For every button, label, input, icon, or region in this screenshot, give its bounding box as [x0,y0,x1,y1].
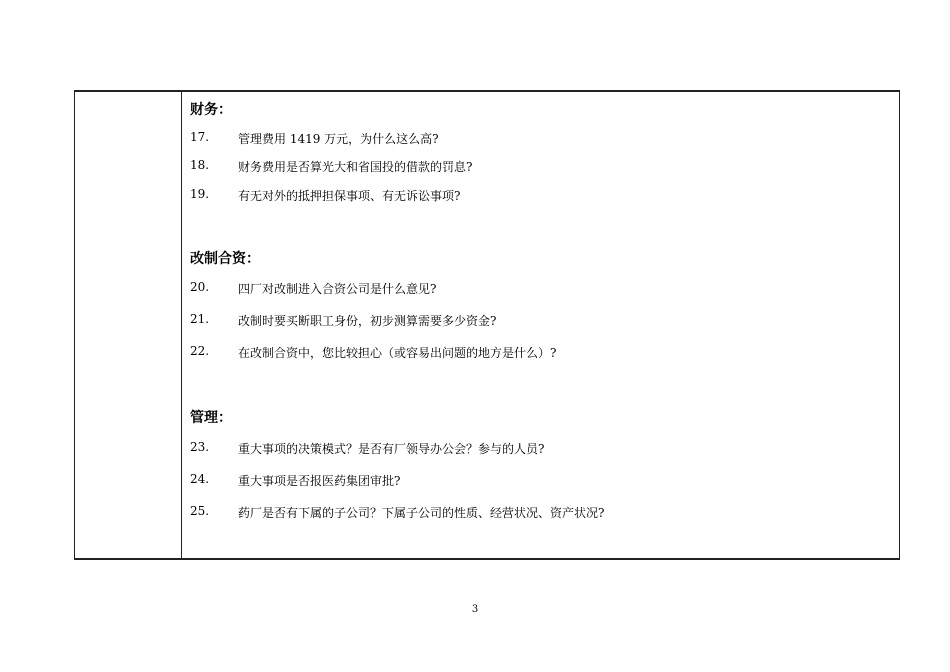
question-text: 财务费用是否算光大和省国投的借款的罚息? [238,160,473,174]
table-content-cell [190,92,889,558]
question-number: 18. [190,158,210,172]
question-number: 24. [190,472,210,486]
question-text: 在改制合资中，您比较担心（或容易出问题的地方是什么）? [238,346,557,360]
question-text: 重大事项的决策模式？是否有厂领导办公会？参与的人员? [238,442,545,456]
question-text: 药厂是否有下属的子公司？下属子公司的性质、经营状况、资产状况? [238,506,605,520]
table-column-divider [181,92,182,558]
question-number: 19. [190,187,210,201]
question-number: 25. [190,504,210,518]
question-number: 20. [190,280,210,294]
page-number: 3 [471,604,479,615]
question-number: 21. [190,312,210,326]
question-text: 改制时要买断职工身份，初步测算需要多少资金? [238,314,497,328]
question-number: 22. [190,344,210,358]
question-text: 重大事项是否报医药集团审批? [238,474,401,488]
question-text: 有无对外的抵押担保事项、有无诉讼事项? [238,189,461,203]
question-number: 17. [190,130,210,144]
question-text: 四厂对改制进入合资公司是什么意见? [238,282,437,296]
section-heading-finance: 财务： [190,102,232,118]
question-text: 管理费用 1419 万元，为什么这么高? [238,132,439,146]
content-table [74,90,900,560]
question-number: 23. [190,440,210,454]
section-heading-restructuring: 改制合资： [190,251,260,267]
section-heading-management: 管理： [190,410,232,426]
